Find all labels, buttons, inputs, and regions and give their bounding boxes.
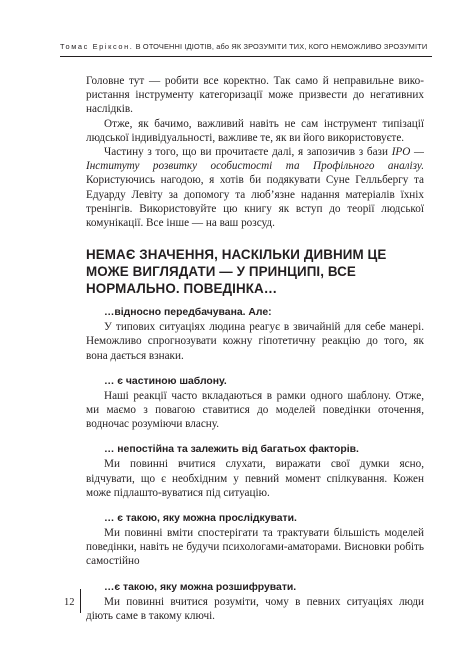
page-number: 12 <box>64 597 75 608</box>
behavior-subheading-2: … є частиною шаблону. <box>104 375 227 387</box>
intro-p3-start: Частину з того, що ви прочитаєте далі, я запозичив з бази <box>104 146 392 159</box>
page-number-rule <box>80 589 81 613</box>
page-body <box>86 74 424 623</box>
behavior-subheading-5: …є такою, яку можна розшифрувати. <box>104 581 297 593</box>
behavior-paragraph-2: Наші реакції часто вкладаються в рамки одного шаблону. Отже, ми маємо з повагою ставитися до моделей поведінки оточення, водночас розуміючи власну. <box>86 389 424 431</box>
behavior-subheading-1: …відносно передбачувана. Але: <box>104 307 272 319</box>
header-divider <box>60 56 432 57</box>
behavior-paragraph-5: Ми повинні вчитися розуміти, чому в певних ситуаціях люди діють саме в такому ключі. <box>86 595 424 622</box>
behavior-subheading-4: … є такою, яку можна прослідкувати. <box>104 513 297 525</box>
behavior-paragraph-1: У типових ситуаціях людина реагує в звичайній для себе манері. Неможливо спрогнозувати кожну гіпотетичну реакцію до того, як вона дається взнаки. <box>86 321 424 362</box>
header-author: Томас Еріксон. <box>60 42 134 51</box>
section-heading: НЕМАЄ ЗНАЧЕННЯ, НАСКІЛЬКИ ДИВНИМ ЦЕ МОЖЕ ВИГЛЯДАТИ — У ПРИНЦИПІ, ВСЕ НОРМАЛЬНО. ПОВЕДІНКА… <box>86 247 387 297</box>
ipo-institute-name: IPO — Інституту розвитку особистості та Профільного аналізу. <box>86 146 424 173</box>
behavior-paragraph-3: Ми повинні вчитися слухати, виражати свої думки ясно, відчувати, що є необхідним у певний момент спілкування. Кожен може підлашто-вуватися під ситуацію. <box>86 458 424 499</box>
behavior-subheading-3: … непостійна та залежить від багатьох факторів. <box>104 444 359 456</box>
intro-paragraph-1: Головне тут — робити все коректно. Так само й неправильне вико-ристання інструменту категоризації може призвести до негативних наслідків. <box>86 75 424 116</box>
running-header <box>60 42 440 51</box>
intro-paragraph-3 <box>86 145 424 230</box>
intro-p3-end: Користуючись нагодою, я хотів би подякувати Суне Гелльбергу та Едуарду Левіту за допомогу та люб’язне надання матеріалів їхніх тренінгів. Використовуйте цю книгу як вступ до теорії людської комунікації. Все інше — на ваш розсуд. <box>86 174 424 230</box>
behavior-paragraph-4: Ми повинні вміти спостерігати та трактувати більшість моделей поведінки, навіть не будучи психологами-аматорами. Висновки робіть самостійно <box>86 527 424 568</box>
intro-paragraph-2: Отже, як бачимо, важливий навіть не сам інструмент типізації людської індивідуальності, важливе те, як ви його використовуєте. <box>86 117 424 144</box>
header-book-title: В ОТОЧЕННІ ІДІОТІВ, або ЯК ЗРОЗУМІТИ ТИХ, КОГО НЕМОЖЛИВО ЗРОЗУМІТИ <box>135 42 428 51</box>
